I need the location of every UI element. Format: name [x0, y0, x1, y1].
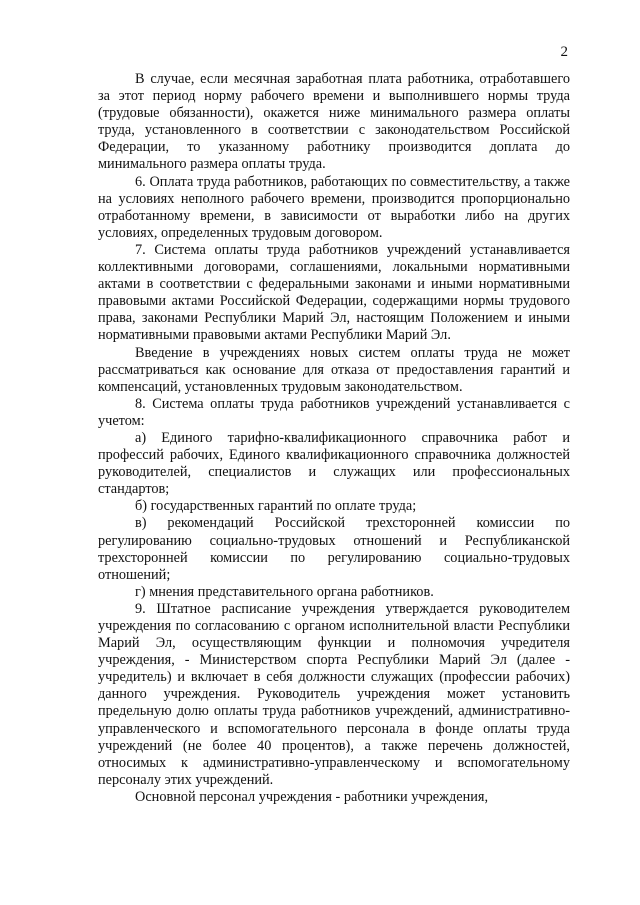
list-item-a: а) Единого тарифно-квалификационного справочника работ и профессий рабочих, Единого квалификационного справочника должностей руководителей, специалистов и служащих или профессиональных стандартов; — [98, 429, 570, 498]
list-item-v: в) рекомендаций Российской трехсторонней комиссии по регулированию социально-трудовых отношений и Республиканской трехсторонней комиссии по регулированию социально-трудовых отношений; — [98, 515, 570, 583]
paragraph-new-systems: Введение в учреждениях новых систем оплаты труда не может рассматриваться как основание для отказа от предоставления гарантий и компенсаций, установленных трудовым законодательством. — [98, 344, 570, 395]
paragraph-8-pay-system: 8. Система оплаты труда работников учреждений устанавливается с учетом: — [98, 395, 570, 429]
document-body — [98, 71, 570, 806]
list-item-b: б) государственных гарантий по оплате труда; — [135, 498, 417, 515]
list-item-g: г) мнения представительного органа работников. — [135, 583, 434, 600]
page-number: 2 — [560, 44, 568, 60]
paragraph-main-staff: Основной персонал учреждения - работники учреждения, — [135, 788, 489, 805]
paragraph-6-part-time: 6. Оплата труда работников, работающих по совместительству, а также на условиях неполного рабочего времени, производится пропорционально отработанному времени, в зависимости от выработки либо на других условиях, определенных трудовым договором. — [98, 173, 570, 241]
paragraph-9-staffing: 9. Штатное расписание учреждения утверждается руководителем учреждения по согласованию с органом исполнительной власти Республики Марий Эл, осуществляющим функции и полномочия учредителя учреждения, - Министерством спорта Республики Марий Эл (далее - учредитель) и включает в себя должности служащих (профессии рабочих) данного учреждения. Руководитель учреждения может установить предельную долю оплаты труда работников учреждений, административно-управленческого и вспомогательного персонала в фонде оплаты труда учреждений (не более 40 процентов), а также перечень должностей, относимых к административно-управленческому и вспомогательному персоналу этих учреждений. — [98, 600, 570, 788]
paragraph-minimum-wage: В случае, если месячная заработная плата работника, отработавшего за этот период норму рабочего времени и выполнившего нормы труда (трудовые обязанности), окажется ниже минимального размера оплаты труда, установленного в соответствии с законодательством Российской Федерации, то указанному работнику производится доплата до минимального размера оплаты труда. — [98, 71, 570, 173]
paragraph-7-pay-system: 7. Система оплаты труда работников учреждений устанавливается коллективными договорами, соглашениями, локальными нормативными актами в соответствии с федеральными законами и иными нормативными правовыми актами Российской Федерации, содержащими нормы трудового права, законами Республики Марий Эл, настоящим Положением и иными нормативными правовыми актами Республики Марий Эл. — [98, 241, 570, 344]
